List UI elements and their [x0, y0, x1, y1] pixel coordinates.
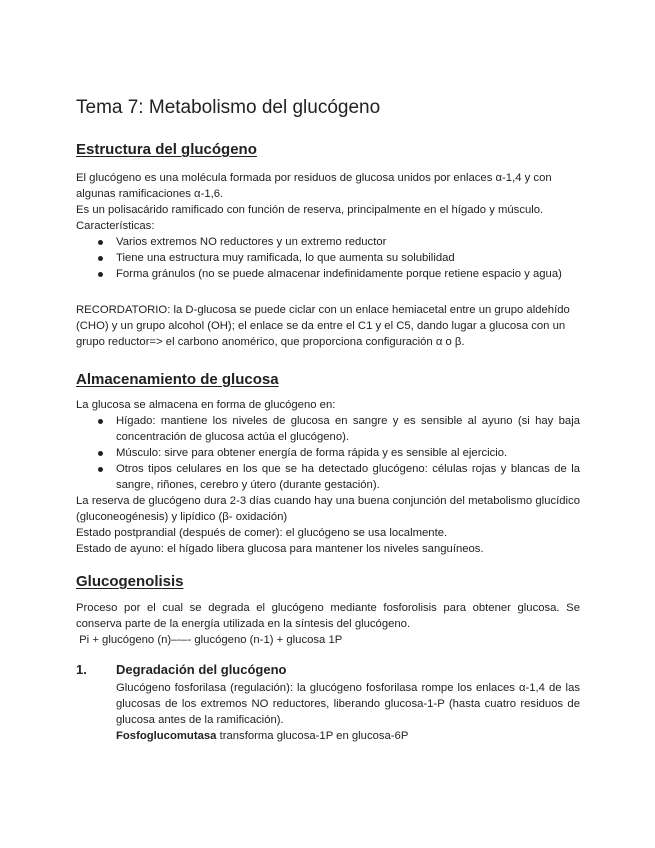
paragraph: La reserva de glucógeno dura 2-3 días cuando hay una buena conjunción del metabolismo glucídico (gluconeogénesis) y lipídico (β- oxidación) — [76, 495, 580, 523]
list-item: Forma gránulos (no se puede almacenar indefinidamente porque retiene espacio y agua) — [76, 266, 580, 282]
paragraph: El glucógeno es una molécula formada por residuos de glucosa unidos por enlaces α-1,4 y con algunas ramificaciones α-1,6. — [76, 172, 552, 200]
paragraph: Características: — [76, 220, 155, 232]
bullet-icon — [98, 240, 103, 245]
reaction-equation: Pi + glucógeno (n)–-–- glucógeno (n-1) + glucosa 1P — [76, 634, 343, 646]
paragraph: La glucosa se almacena en forma de glucógeno en: — [76, 399, 336, 411]
paragraph: Estado postprandial (después de comer): el glucógeno se usa localmente. — [76, 527, 448, 539]
reminder-block — [76, 302, 580, 350]
paragraph: Estado de ayuno: el hígado libera glucosa para mantener los niveles sanguíneos. — [76, 543, 484, 555]
paragraph: Proceso por el cual se degrada el glucógeno mediante fosforolisis para obtener glucosa. Se conserva parte de la energía utilizada en la síntesis del glucógeno. — [76, 602, 580, 630]
bullet-icon — [98, 272, 103, 277]
page-title: Tema 7: Metabolismo del glucógeno — [76, 97, 381, 118]
list-item: Varios extremos NO reductores y un extremo reductor — [76, 234, 580, 250]
section-heading-almacenamiento: Almacenamiento de glucosa — [76, 371, 279, 388]
list-item: Hígado: mantiene los niveles de glucosa en sangre y es sensible al ayuno (si hay baja concentración de glucosa actúa el glucógeno). — [76, 413, 580, 445]
list-item: Tiene una estructura muy ramificada, lo que aumenta su solubilidad — [76, 250, 580, 266]
section-body-glucogenolisis — [76, 600, 580, 648]
paragraph: Fosfoglucomutasa transforma glucosa-1P en glucosa-6P — [116, 730, 409, 742]
heading-text: Degradación del glucógeno — [116, 662, 287, 677]
section-body-almacenamiento — [76, 397, 580, 557]
bullet-list — [76, 234, 580, 282]
bullet-icon — [98, 451, 103, 456]
section-body-estructura — [76, 170, 580, 282]
bullet-icon — [98, 256, 103, 261]
list-item: Músculo: sirve para obtener energía de forma rápida y es sensible al ejercicio. — [76, 445, 580, 461]
bullet-icon — [98, 419, 103, 424]
numbered-heading — [76, 662, 286, 677]
subsection-body-degradacion — [116, 680, 580, 744]
paragraph: RECORDATORIO: la D-glucosa se puede ciclar con un enlace hemiacetal entre un grupo aldehído (CHO) y un grupo alcohol (OH); el enlace se da entre el C1 y el C5, dando lugar a glucosa con un grupo reductor=> el carbono anomérico, que proporciona configuración α o β. — [76, 304, 570, 348]
section-heading-estructura: Estructura del glucógeno — [76, 141, 257, 158]
bold-term: Fosfoglucomutasa — [116, 730, 217, 742]
section-heading-glucogenolisis: Glucogenolisis — [76, 573, 184, 590]
heading-number: 1. — [76, 662, 87, 677]
bullet-list — [76, 413, 580, 493]
list-item: Otros tipos celulares en los que se ha detectado glucógeno: células rojas y blancas de la sangre, riñones, cerebro y útero (durante gestación). — [76, 461, 580, 493]
paragraph: Glucógeno fosforilasa (regulación): la glucógeno fosforilasa rompe los enlaces α-1,4 de las glucosas de los extremos NO reductores, liberando glucosa-1-P (hasta cuatro residuos de glucosa antes de la ramificación). — [116, 682, 580, 726]
bullet-icon — [98, 467, 103, 472]
paragraph: Es un polisacárido ramificado con función de reserva, principalmente en el hígado y músculo. — [76, 204, 544, 216]
